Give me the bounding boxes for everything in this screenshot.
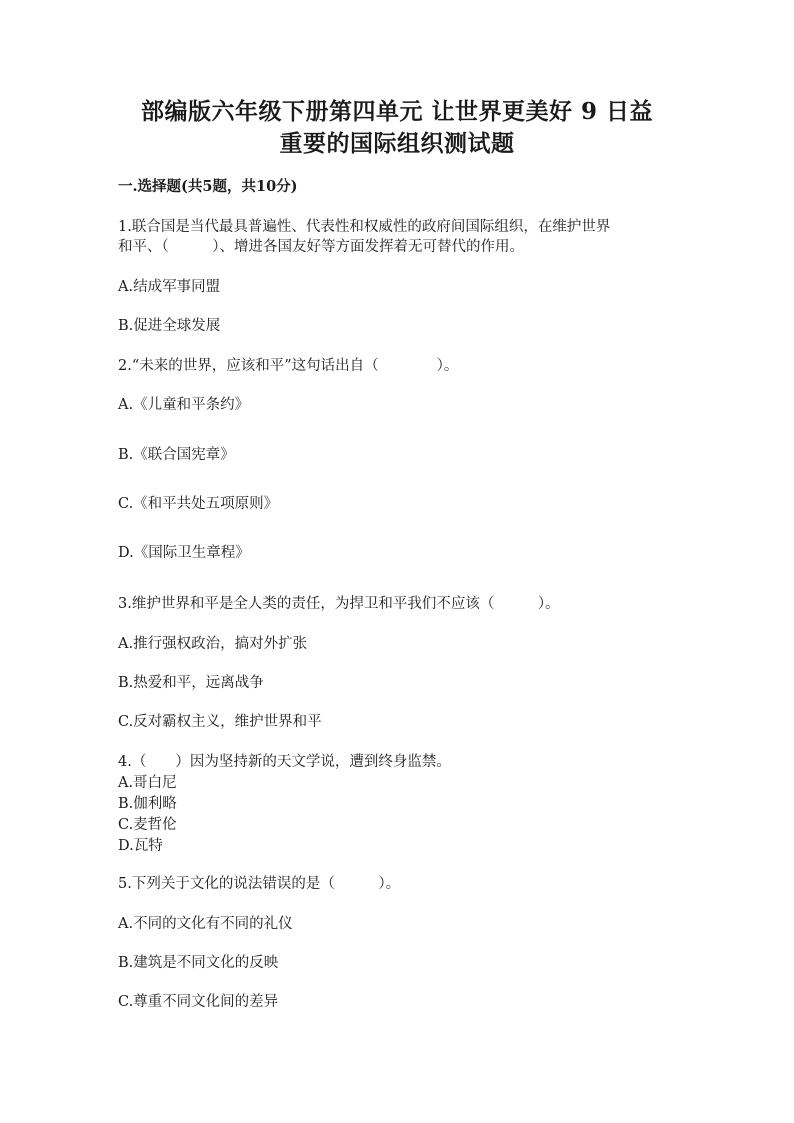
question-1-stem-line-1: 1.联合国是当代最具普遍性、代表性和权威性的政府间国际组织，在维护世界	[118, 219, 611, 235]
question-1-option-a: A.结成军事同盟	[118, 279, 221, 295]
question-2-option-b: B.《联合国宪章》	[118, 447, 235, 463]
question-5-stem: 5.下列关于文化的说法错误的是（ ）。	[118, 876, 401, 892]
question-4-option-c: C.麦哲伦	[118, 817, 177, 833]
question-3-option-c: C.反对霸权主义，维护世界和平	[118, 714, 322, 730]
question-1-stem-line-2: 和平、（ ）、增进各国友好等方面发挥着无可替代的作用。	[118, 239, 524, 255]
question-4-option-b: B.伽利略	[118, 796, 177, 812]
question-2-option-c: C.《和平共处五项原则》	[118, 496, 279, 512]
question-3-option-a: A.推行强权政治，搞对外扩张	[118, 636, 308, 652]
document-title-line-1: 部编版六年级下册第四单元 让世界更美好 9 日益	[140, 98, 654, 125]
question-4-option-a: A.哥白尼	[118, 775, 177, 791]
question-4-stem: 4.（ ）因为坚持新的天文学说，遭到终身监禁。	[118, 754, 451, 770]
question-2-option-a: A.《儿童和平条约》	[118, 397, 250, 413]
document-title-line-2: 重要的国际组织测试题	[279, 130, 515, 157]
question-3-stem: 3.维护世界和平是全人类的责任，为捍卫和平我们不应该（ ）。	[118, 596, 560, 612]
question-2-stem: 2.“未来的世界，应该和平”这句话出自（ ）。	[118, 358, 459, 374]
question-5-option-c: C.尊重不同文化间的差异	[118, 994, 279, 1010]
question-5-option-b: B.建筑是不同文化的反映	[118, 955, 279, 971]
question-2-option-d: D.《国际卫生章程》	[118, 545, 250, 561]
question-1-option-b: B.促进全球发展	[118, 318, 221, 334]
question-5-option-a: A.不同的文化有不同的礼仪	[118, 916, 293, 932]
section-heading: 一.选择题(共5题，共10分)	[118, 178, 298, 195]
question-3-option-b: B.热爱和平，远离战争	[118, 675, 264, 691]
question-4-option-d: D.瓦特	[118, 838, 163, 854]
